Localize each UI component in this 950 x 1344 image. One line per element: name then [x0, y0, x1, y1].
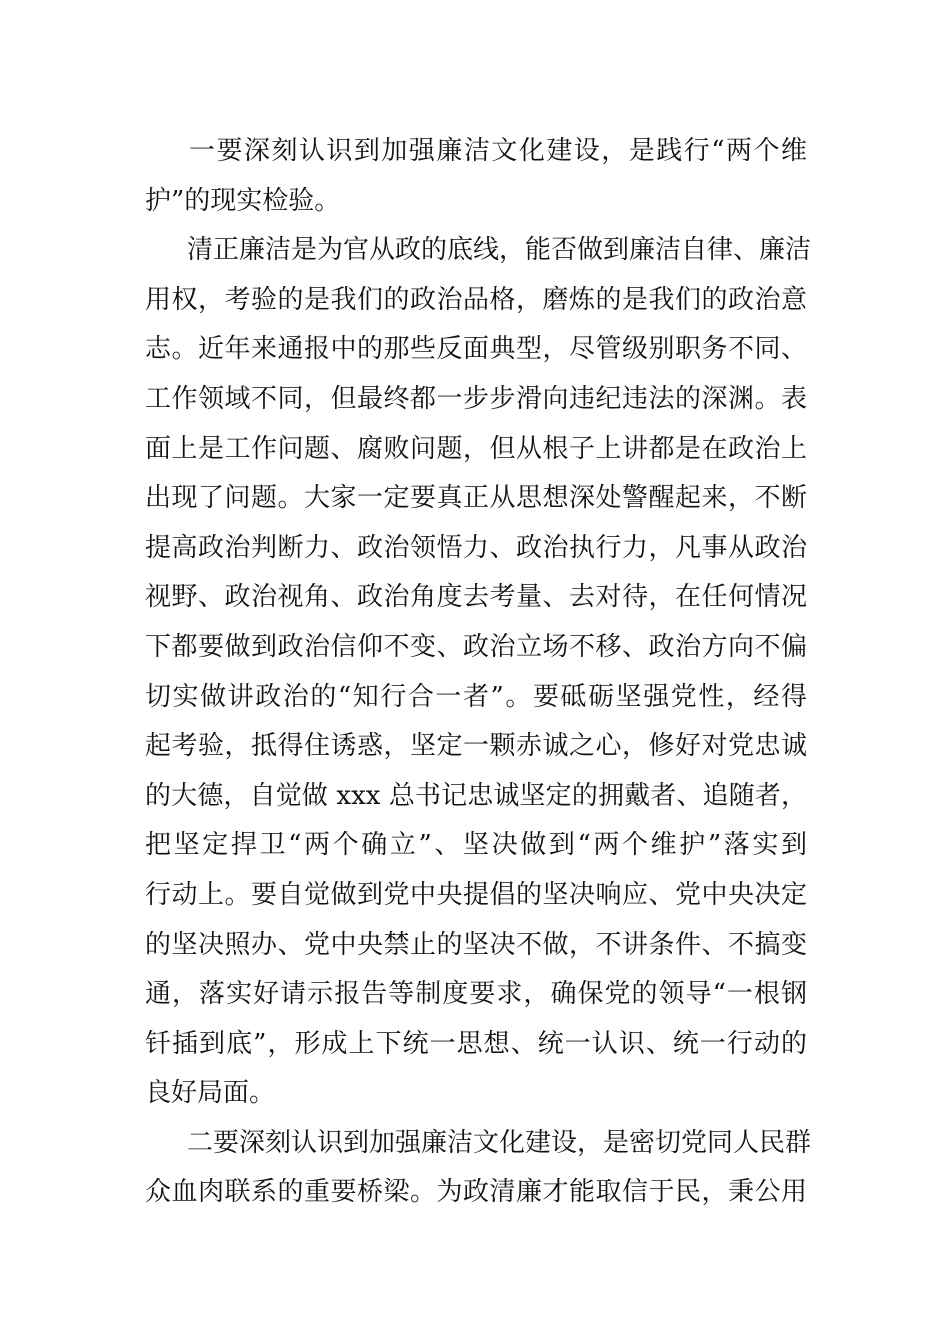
text-line: 志。近年来通报中的那些反面典型，尽管级别职务不同、: [145, 334, 807, 365]
text-line: 护”的现实检验。: [145, 185, 341, 216]
text-line: 把坚定捍卫“两个确立”、坚决做到“两个维护”落实到: [145, 830, 807, 861]
text-line: 提高政治判断力、政治领悟力、政治执行力，凡事从政治: [145, 532, 807, 563]
paragraph-3: [145, 1119, 812, 1218]
text-line: 清正廉洁是为官从政的底线，能否做到廉洁自律、廉洁: [187, 235, 812, 266]
text-line: 工作领域不同，但最终都一步步滑向违纪违法的深渊。表: [145, 383, 807, 414]
text-line: 通，落实好请示报告等制度要求，确保党的领导“一根钢: [145, 979, 807, 1010]
text-line: 二要深刻认识到加强廉洁文化建设，是密切党同人民群: [187, 1127, 812, 1158]
paragraph-1: [145, 127, 807, 226]
text-line: 的大德，自觉做 xxx 总书记忠诚坚定的拥戴者、追随者，: [145, 780, 807, 811]
text-line: 视野、政治视角、政治角度去考量、去对待，在任何情况: [145, 582, 807, 613]
text-line: 一要深刻认识到加强廉洁文化建设，是践行“两个维: [189, 136, 807, 166]
text-line: 面上是工作问题、腐败问题，但从根子上讲都是在政治上: [145, 433, 807, 464]
text-line: 起考验，抵得住诱惑，坚定一颗赤诚之心，修好对党忠诚: [145, 731, 807, 762]
document-body: [145, 127, 812, 1218]
text-line: 出现了问题。大家一定要真正从思想深处警醒起来，不断: [145, 483, 807, 514]
text-line: 钎插到底”，形成上下统一思想、统一认识、统一行动的: [145, 1028, 807, 1059]
text-line: 切实做讲政治的“知行合一者”。要砥砺坚强党性，经得: [145, 681, 807, 712]
text-line: 众血肉联系的重要桥梁。为政清廉才能取信于民，秉公用: [145, 1177, 807, 1208]
paragraph-2: [145, 226, 812, 1119]
text-line: 的坚决照办、党中央禁止的坚决不做，不讲条件、不搞变: [145, 929, 807, 960]
text-line: 用权，考验的是我们的政治品格，磨炼的是我们的政治意: [145, 284, 807, 315]
text-line: 下都要做到政治信仰不变、政治立场不移、政治方向不偏: [145, 631, 807, 662]
text-line: 行动上。要自觉做到党中央提倡的坚决响应、党中央决定: [145, 879, 807, 910]
text-line: 良好局面。: [145, 1078, 276, 1109]
